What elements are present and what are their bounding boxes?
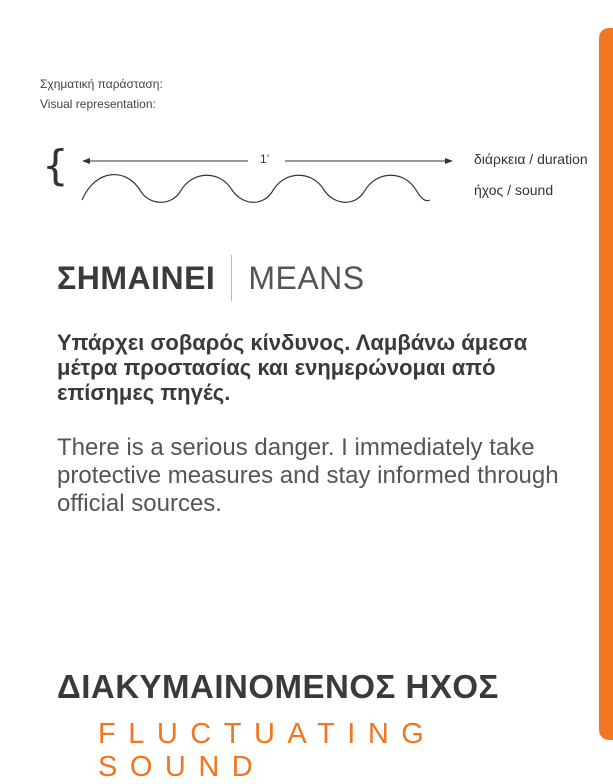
arrow-right-icon xyxy=(285,158,453,164)
wave-icon xyxy=(82,175,430,203)
visual-representation-label-greek: Σχηματική παράσταση: xyxy=(40,77,163,91)
visual-representation-label-english: Visual representation: xyxy=(40,97,156,111)
description-english: There is a serious danger. I immediately take protective measures and stay informed through official sources. xyxy=(57,434,559,517)
signal-title-greek: ΔΙΑΚΥΜΑΙΝΟΜΕΝΟΣ ΗΧΟΣ xyxy=(57,668,499,705)
means-heading-greek: ΣΗΜΑΙΝΕΙ xyxy=(57,259,216,296)
sound-label: ήχος / sound xyxy=(474,182,554,198)
duration-mark: 1’ xyxy=(260,152,270,166)
means-heading xyxy=(57,254,365,302)
means-heading-english: MEANS xyxy=(248,259,365,296)
signal-title-english: FLUCTUATING SOUND xyxy=(98,718,437,783)
orange-side-strip xyxy=(599,28,613,740)
arrow-left-icon xyxy=(82,158,248,164)
means-divider xyxy=(231,255,232,301)
curly-brace-icon: { xyxy=(42,141,69,190)
description-greek: Υπάρχει σοβαρός κίνδυνος. Λαμβάνω άμεσα μέτρα προστασίας και ενημερώνομαι από επίσημες πηγές. xyxy=(57,330,528,405)
duration-label: διάρκεια / duration xyxy=(474,151,588,167)
